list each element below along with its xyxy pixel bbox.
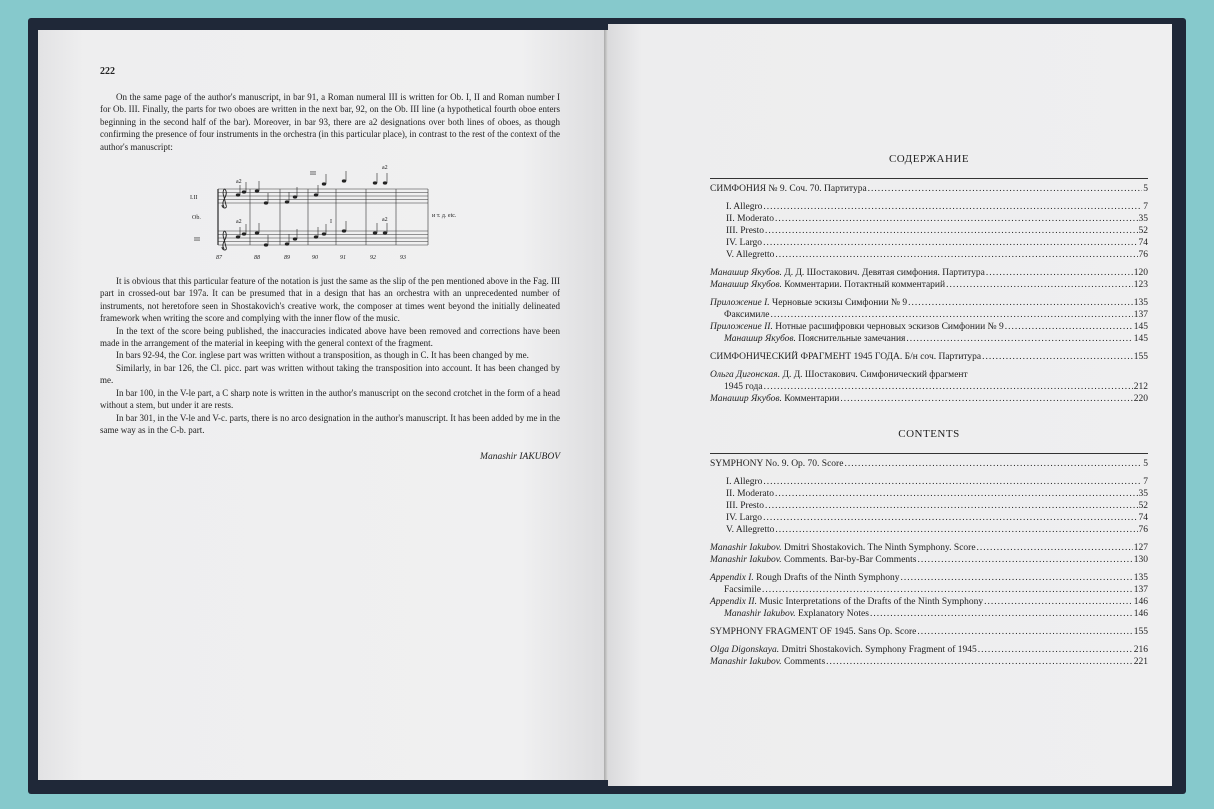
note-head bbox=[255, 231, 259, 234]
dot-leader bbox=[978, 644, 1133, 656]
toc-page-number: 212 bbox=[1133, 382, 1148, 392]
dot-leader bbox=[763, 237, 1137, 249]
body-text-top bbox=[100, 91, 560, 153]
toc-entry[interactable] bbox=[710, 249, 1148, 261]
dot-leader bbox=[917, 626, 1132, 638]
toc-entry-title: СИМФОНИЯ № 9. Соч. 70. Партитура bbox=[710, 184, 867, 194]
toc-entry-label bbox=[724, 584, 761, 596]
toc-entry-title: Комментарии. Потактный комментарий bbox=[781, 280, 946, 290]
bar-number: 92 bbox=[370, 255, 376, 262]
toc-entry[interactable] bbox=[710, 351, 1148, 363]
paragraph: In bars 92-94, the Cor. inglese part was written without a transposition, as though in C. It has been changed by me. bbox=[116, 350, 529, 361]
toc-page-number: 52 bbox=[1138, 226, 1148, 236]
note-head bbox=[255, 189, 259, 192]
paragraph: In bar 100, in the V-le part, a C sharp note is written in the author's manuscript on the second crotchet in the form of a head without a stem, but under it are rests. bbox=[100, 387, 560, 411]
note-head bbox=[322, 232, 326, 235]
toc-entry-author: Приложение I. bbox=[710, 298, 770, 308]
toc-page-number: 137 bbox=[1133, 585, 1148, 595]
toc-page-number: 135 bbox=[1133, 298, 1148, 308]
toc-page-number: 74 bbox=[1138, 513, 1148, 523]
bar-number: 89 bbox=[284, 255, 290, 262]
toc-page-number: 5 bbox=[1143, 184, 1148, 194]
staff-label: I.II bbox=[190, 195, 198, 202]
note-head bbox=[236, 193, 240, 196]
toc-entry[interactable] bbox=[710, 524, 1148, 536]
divider bbox=[710, 178, 1148, 179]
note-head bbox=[285, 242, 289, 245]
toc-entry-label bbox=[710, 458, 843, 470]
staff-label: Ob. bbox=[192, 215, 201, 222]
toc-page-number: 74 bbox=[1138, 238, 1148, 248]
dot-leader bbox=[763, 201, 1142, 213]
toc-page-number: 120 bbox=[1133, 268, 1148, 278]
toc-title: CONTENTS bbox=[898, 428, 960, 440]
toc-entry-title: Черновые эскизы Симфонии № 9 bbox=[769, 298, 908, 308]
toc-entry-label bbox=[726, 524, 774, 536]
toc-entry[interactable] bbox=[710, 183, 1148, 195]
bar-number: 87 bbox=[216, 255, 222, 262]
toc-entry-author: Манашир Якубов. bbox=[724, 334, 796, 344]
note-head bbox=[373, 231, 377, 234]
toc-entry-label bbox=[710, 656, 825, 668]
toc-entry-label bbox=[710, 554, 917, 566]
toc-entry[interactable] bbox=[710, 333, 1148, 345]
note-head bbox=[242, 190, 246, 193]
toc-page-number: 135 bbox=[1133, 573, 1148, 583]
dot-leader bbox=[984, 596, 1133, 608]
bar-number: 88 bbox=[254, 255, 260, 262]
toc-page-number: 221 bbox=[1133, 657, 1148, 667]
toc-entry-title: Пояснительные замечания bbox=[795, 334, 906, 344]
toc-page-number: 35 bbox=[1138, 214, 1148, 224]
toc-entry-title: SYMPHONY FRAGMENT OF 1945. Sans Op. Score bbox=[710, 627, 917, 637]
dot-leader bbox=[775, 524, 1137, 536]
toc-entry-label bbox=[724, 333, 905, 345]
toc-entry[interactable] bbox=[710, 542, 1148, 554]
dot-leader bbox=[870, 608, 1133, 620]
dot-leader bbox=[906, 333, 1132, 345]
dot-leader bbox=[844, 458, 1142, 470]
paragraph: In the text of the score being published, the inaccuracies indicated above have been removed and corrections have been made in the arrangement of the material in keeping with the general context of the fragment. bbox=[100, 325, 560, 349]
toc-entry-label bbox=[726, 500, 764, 512]
dot-leader bbox=[765, 225, 1138, 237]
toc-entry-title: Comments. Bar-by-Bar Comments bbox=[781, 555, 917, 565]
toc-page-number: 123 bbox=[1133, 280, 1148, 290]
note-head bbox=[236, 235, 240, 238]
note-head bbox=[342, 179, 346, 182]
treble-clef-icon bbox=[222, 231, 226, 250]
toc-page-number: 130 bbox=[1133, 555, 1148, 565]
dot-leader bbox=[868, 183, 1143, 195]
toc-entry-title: Facsimile bbox=[724, 585, 761, 595]
toc-entry-author: Манашир Якубов. bbox=[710, 394, 782, 404]
toc-entry-label bbox=[710, 596, 983, 608]
dot-leader bbox=[900, 572, 1132, 584]
toc-entry-title: III. Presto bbox=[726, 501, 764, 511]
toc-page-number: 127 bbox=[1133, 543, 1148, 553]
table-of-contents-russian bbox=[710, 152, 1148, 405]
toc-entry-title: Д. Д. Шостакович. Девятая симфония. Партитура bbox=[781, 268, 985, 278]
toc-entry-title: Д. Д. Шостакович. Симфонический фрагмент bbox=[780, 370, 968, 380]
toc-entry-author: Манашир Якубов. bbox=[710, 280, 782, 290]
toc-entry[interactable] bbox=[710, 393, 1148, 405]
dot-leader bbox=[986, 267, 1133, 279]
score-annotation: a2 bbox=[382, 217, 388, 224]
toc-entry-title: IV. Largo bbox=[726, 513, 763, 523]
toc-page-number: 146 bbox=[1133, 597, 1148, 607]
toc-entry[interactable] bbox=[710, 500, 1148, 512]
note-head bbox=[314, 235, 318, 238]
toc-entry-title: Dmitri Shostakovich. Symphony Fragment of 1945 bbox=[779, 645, 977, 655]
toc-page-number: 216 bbox=[1133, 645, 1148, 655]
toc-entry-author: Manashir Iakubov. bbox=[710, 555, 782, 565]
toc-page-number: 155 bbox=[1133, 352, 1148, 362]
score-annotation: III bbox=[310, 171, 316, 178]
table-of-contents-english bbox=[710, 427, 1148, 668]
dot-leader bbox=[763, 512, 1137, 524]
dot-leader bbox=[826, 656, 1133, 668]
toc-entry-title: II. Moderato bbox=[726, 489, 775, 499]
toc-entry-title: Explanatory Notes bbox=[795, 609, 869, 619]
paragraph: It is obvious that this particular feature of the notation is just the same as the slip of the pen mentioned above in the Fag. III part in crossed-out bar 197a. It can be presumed that in a design that has an orchestra with an unprecedented number of instruments, not heretofore seen in Shostakovich's creative work, the composer at times went beyond the initially delineated framework when writing the score and complying with the inner flow of the music. bbox=[100, 276, 560, 324]
toc-entry[interactable] bbox=[710, 213, 1148, 225]
dot-leader bbox=[770, 309, 1132, 321]
toc-entry[interactable] bbox=[710, 512, 1148, 524]
toc-entry-label bbox=[724, 608, 869, 620]
toc-entry-label bbox=[710, 644, 977, 656]
dot-leader bbox=[977, 542, 1133, 554]
toc-entry-label bbox=[710, 351, 981, 363]
note-head bbox=[293, 237, 297, 240]
toc-entry-title: Нотные расшифровки черновых эскизов Симфонии № 9 bbox=[772, 322, 1004, 332]
score-annotation: a2 bbox=[382, 165, 388, 172]
toc-page-number: 76 bbox=[1138, 525, 1148, 535]
toc-entry[interactable] bbox=[710, 225, 1148, 237]
toc-entry[interactable] bbox=[710, 297, 1148, 309]
dot-leader bbox=[775, 213, 1137, 225]
toc-entry-author: Manashir Iakubov. bbox=[724, 609, 796, 619]
note-head bbox=[314, 193, 318, 196]
toc-entry-label bbox=[726, 237, 762, 249]
toc-page-number: 7 bbox=[1143, 202, 1148, 212]
dot-leader bbox=[764, 381, 1133, 393]
toc-entry[interactable] bbox=[710, 626, 1148, 638]
paragraph: On the same page of the author's manuscript, in bar 91, a Roman numeral III is written for Ob. I, II and Roman number I for Ob. III. Finally, the parts for two oboes are written in the next bar, 92, on the Ob. III line (a hypothetical fourth oboe enters beginning in the second half of the bar). Moreover, in bar 93, there are a2 designations over both lines of oboes, as though confirming the presence of four instruments in the orchestra (in this particular place), in contrast to the rest of the context of the author's manuscript: bbox=[100, 92, 560, 152]
toc-entry-label bbox=[710, 393, 839, 405]
toc-page-number: 145 bbox=[1133, 322, 1148, 332]
toc-entry[interactable] bbox=[710, 201, 1148, 213]
toc-entry-label bbox=[726, 201, 762, 213]
toc-entry-title: Rough Drafts of the Ninth Symphony bbox=[753, 573, 900, 583]
toc-entry-author: Manashir Iakubov. bbox=[710, 543, 782, 553]
score-annotation: a2 bbox=[236, 219, 242, 226]
toc-entry-author: Ольга Дигонская. bbox=[710, 370, 781, 380]
note-head bbox=[264, 201, 268, 204]
toc-entry-label bbox=[726, 512, 762, 524]
toc-entry-author: Manashir Iakubov. bbox=[710, 657, 782, 667]
toc-title: СОДЕРЖАНИЕ bbox=[888, 153, 970, 165]
bar-number: 93 bbox=[400, 255, 406, 262]
note-head bbox=[383, 231, 387, 234]
staff-label: III bbox=[194, 237, 200, 244]
toc-entry[interactable] bbox=[710, 596, 1148, 608]
dot-leader bbox=[982, 351, 1133, 363]
toc-entry-label bbox=[726, 249, 774, 261]
toc-entry-title: I. Allegro bbox=[726, 477, 763, 487]
toc-page-number: 220 bbox=[1133, 394, 1148, 404]
toc-entry-label bbox=[710, 267, 985, 279]
toc-page-number: 155 bbox=[1133, 627, 1148, 637]
note-head bbox=[383, 181, 387, 184]
toc-entry[interactable] bbox=[710, 321, 1148, 333]
toc-entry-author: Appendix II. bbox=[710, 597, 757, 607]
toc-entry-title: III. Presto bbox=[726, 226, 764, 236]
dot-leader bbox=[775, 249, 1137, 261]
toc-page-number: 137 bbox=[1133, 310, 1148, 320]
toc-entry-title: II. Moderato bbox=[726, 214, 775, 224]
page-number: 222 bbox=[100, 66, 115, 77]
dot-leader bbox=[775, 488, 1137, 500]
note-head bbox=[264, 243, 268, 246]
left-page bbox=[38, 30, 606, 780]
toc-entry-label bbox=[726, 225, 764, 237]
note-head bbox=[293, 195, 297, 198]
dot-leader bbox=[946, 279, 1133, 291]
toc-entry[interactable] bbox=[710, 584, 1148, 596]
toc-entry-label bbox=[726, 476, 762, 488]
toc-entry-title: V. Allegretto bbox=[726, 250, 775, 260]
toc-entry[interactable] bbox=[710, 458, 1148, 470]
toc-entry-label bbox=[710, 321, 1004, 333]
toc-entry-title: Комментарии bbox=[781, 394, 840, 404]
toc-entry[interactable] bbox=[710, 381, 1148, 393]
toc-entry-title: IV. Largo bbox=[726, 238, 763, 248]
body-text-bottom bbox=[100, 275, 560, 436]
score-end-note: и т. д. etc. bbox=[432, 213, 457, 220]
note-head bbox=[285, 200, 289, 203]
toc-entry-title: Music Interpretations of the Drafts of the Ninth Symphony bbox=[756, 597, 984, 607]
dot-leader bbox=[1005, 321, 1133, 333]
toc-entry-title: 1945 года bbox=[724, 382, 763, 392]
dot-leader bbox=[918, 554, 1133, 566]
treble-clef-icon bbox=[222, 189, 226, 208]
toc-entry[interactable] bbox=[710, 554, 1148, 566]
toc-entry-title: SYMPHONY No. 9. Op. 70. Score bbox=[710, 459, 844, 469]
toc-entry[interactable] bbox=[710, 369, 1148, 381]
toc-entry-title: Dmitri Shostakovich. The Ninth Symphony. Score bbox=[781, 543, 976, 553]
toc-entry-label bbox=[710, 369, 968, 381]
toc-entry[interactable] bbox=[710, 656, 1148, 668]
toc-page-number: 76 bbox=[1138, 250, 1148, 260]
toc-page-number: 35 bbox=[1138, 489, 1148, 499]
bar-number: 91 bbox=[340, 255, 346, 262]
toc-entry-label bbox=[726, 488, 774, 500]
score-annotation: I bbox=[330, 219, 332, 226]
toc-entry[interactable] bbox=[710, 279, 1148, 291]
toc-entry-title: Comments bbox=[781, 657, 826, 667]
dot-leader bbox=[765, 500, 1138, 512]
score-annotation: a2 bbox=[236, 179, 242, 186]
dot-leader bbox=[908, 297, 1133, 309]
dot-leader bbox=[840, 393, 1132, 405]
toc-entry-label bbox=[724, 309, 769, 321]
toc-entry-label bbox=[726, 213, 774, 225]
toc-page-number: 5 bbox=[1143, 459, 1148, 469]
toc-entry[interactable] bbox=[710, 476, 1148, 488]
toc-page-number: 52 bbox=[1138, 501, 1148, 511]
toc-page-number: 145 bbox=[1133, 334, 1148, 344]
divider bbox=[710, 453, 1148, 454]
note-head bbox=[322, 182, 326, 185]
toc-entry-label bbox=[710, 626, 916, 638]
toc-entry-title: СИМФОНИЧЕСКИЙ ФРАГМЕНТ 1945 ГОДА. Б/н соч. Партитура bbox=[710, 352, 982, 362]
dot-leader bbox=[762, 584, 1133, 596]
note-head bbox=[342, 229, 346, 232]
author-signature: Manashir IAKUBOV bbox=[480, 452, 560, 463]
toc-entry[interactable] bbox=[710, 488, 1148, 500]
paragraph: In bar 301, in the V-le and V-c. parts, there is no arco designation in the author's manuscript. It has been added by me in the same way as in the C-b. part. bbox=[100, 412, 560, 435]
toc-entry-label bbox=[710, 183, 867, 195]
toc-entry-title: Факсимиле bbox=[724, 310, 770, 320]
toc-entry-label bbox=[724, 381, 763, 393]
music-example bbox=[188, 159, 488, 265]
note-head bbox=[242, 232, 246, 235]
toc-entry-author: Appendix I. bbox=[710, 573, 754, 583]
toc-entry-label bbox=[710, 572, 899, 584]
toc-entry[interactable] bbox=[710, 572, 1148, 584]
toc-entry[interactable] bbox=[710, 644, 1148, 656]
toc-entry-label bbox=[710, 542, 976, 554]
toc-entry-author: Манашир Якубов. bbox=[710, 268, 782, 278]
toc-entry[interactable] bbox=[710, 309, 1148, 321]
bar-number: 90 bbox=[312, 255, 318, 262]
toc-entry-author: Olga Digonskaya. bbox=[710, 645, 780, 655]
toc-entry[interactable] bbox=[710, 237, 1148, 249]
dot-leader bbox=[763, 476, 1142, 488]
right-page bbox=[608, 24, 1172, 786]
toc-entry[interactable] bbox=[710, 608, 1148, 620]
toc-page-number: 146 bbox=[1133, 609, 1148, 619]
toc-entry-label bbox=[710, 297, 907, 309]
toc-entry-title: I. Allegro bbox=[726, 202, 763, 212]
toc-entry-author: Приложение II. bbox=[710, 322, 773, 332]
toc-entry-label bbox=[710, 279, 945, 291]
paragraph: Similarly, in bar 126, the Cl. picc. part was written without taking the transposition into account. It has been changed by me. bbox=[100, 362, 560, 386]
toc-entry-title: V. Allegretto bbox=[726, 525, 775, 535]
toc-entry[interactable] bbox=[710, 267, 1148, 279]
note-head bbox=[373, 181, 377, 184]
toc-page-number: 7 bbox=[1143, 477, 1148, 487]
